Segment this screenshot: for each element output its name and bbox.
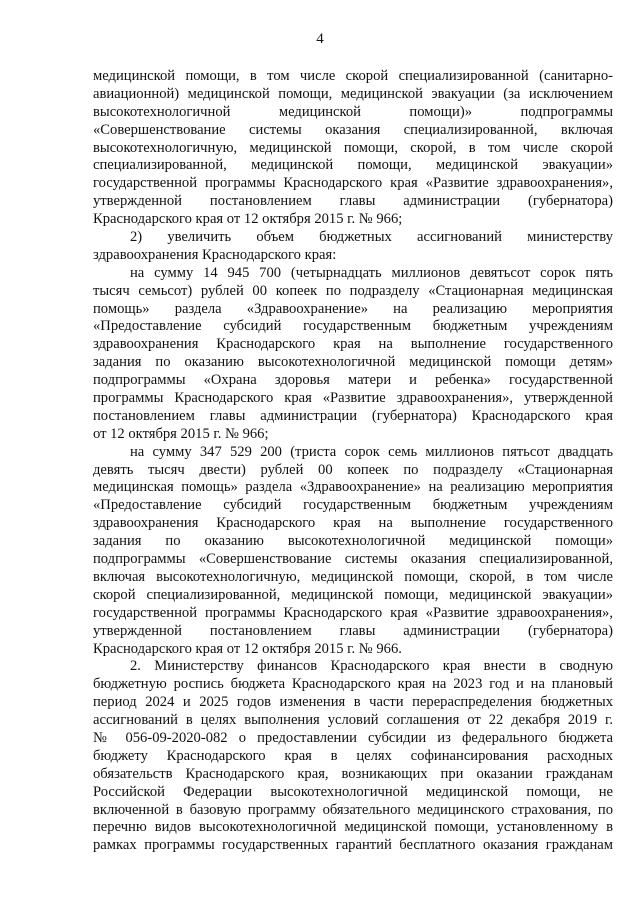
text-line: бюджетную роспись бюджета Краснодарского края на 2023 год и на плановый (93, 676, 613, 693)
text-line: здравоохранения Краснодарского края: (93, 246, 337, 263)
text-line: «Предоставление субсидий государственным бюджетным учреждениям (93, 318, 613, 335)
text-line: тысяч семьсот) рублей 00 копеек по подразделу «Стационарная медицинская (93, 282, 613, 299)
text-line: здравоохранения Краснодарского края на выполнение государственного (93, 515, 613, 532)
text-line: Краснодарского края от 12 октября 2015 г. № 966. (93, 640, 402, 657)
text-line: ассигнований в целях выполнения условий соглашения от 22 декабря 2019 г. (93, 712, 613, 729)
text-line: включенной в базовую программу обязательного медицинского страхования, по (93, 801, 613, 818)
page-number: 4 (316, 31, 324, 47)
text-line: рамках программы государственных гарантий бесплатного оказания гражданам (93, 837, 613, 854)
text-line: период 2024 и 2025 годов изменения в части перераспределения бюджетных (93, 694, 613, 711)
text-line: включая высокотехнологичную, медицинской помощи, скорой, в том числе (93, 568, 613, 585)
text-line: помощь» раздела «Здравоохранение» на реализацию мероприятия (93, 300, 613, 317)
text-line: обязательств Краснодарского края, возникающих при оказании гражданам (93, 765, 613, 782)
text-line: высокотехнологичную, медицинской помощи, скорой, в том числе скорой (93, 139, 613, 156)
text-line: утвержденной постановлением главы администрации (губернатора) (93, 622, 613, 639)
text-line: программы Краснодарского края «Развитие здравоохранения», утвержденной (93, 390, 613, 407)
text-line: «Предоставление субсидий государственным бюджетным учреждениям (93, 497, 613, 514)
text-line: подпрограммы «Охрана здоровья матери и ребенка» государственной (93, 372, 613, 389)
text-line: от 12 октября 2015 г. № 966; (93, 425, 269, 442)
text-line: № 056-09-2020-082 о предоставлении субсидии из федерального бюджета (93, 729, 613, 746)
text-line: на сумму 347 529 200 (триста сорок семь миллионов пятьсот двадцать (130, 443, 613, 460)
text-line: 2) увеличить объем бюджетных ассигнований министерству (130, 229, 613, 246)
text-line: постановлением главы администрации (губернатора) Краснодарского края (93, 407, 613, 424)
text-line: «Совершенствование системы оказания специализированной, включая (93, 121, 613, 138)
text-line: медицинская помощь» раздела «Здравоохранение» на реализацию мероприятия (93, 479, 613, 496)
text-line: Краснодарского края от 12 октября 2015 г. № 966; (93, 211, 403, 228)
body-text (93, 68, 613, 855)
text-line: Российской Федерации высокотехнологичной медицинской помощи, не (93, 783, 613, 800)
text-line: задания по оказанию высокотехнологичной медицинской помощи детям» (93, 354, 613, 371)
text-line: подпрограммы «Совершенствование системы оказания специализированной, (93, 551, 613, 568)
text-line: 2. Министерству финансов Краснодарского края внести в сводную (130, 658, 613, 675)
text-line: задания по оказанию высокотехнологичной медицинской помощи» (93, 533, 613, 550)
text-line: бюджету Краснодарского края в целях софинансирования расходных (93, 747, 613, 764)
text-line: специализированной, медицинской помощи, медицинской эвакуации» (93, 157, 613, 174)
text-line: медицинской помощи, в том числе скорой специализированной (санитарно- (93, 68, 613, 84)
text-line: авиационной) медицинской помощи, медицинской эвакуации (за исключением (93, 85, 613, 102)
text-line: на сумму 14 945 700 (четырнадцать миллионов девятьсот сорок пять (130, 264, 613, 281)
text-line: скорой специализированной, медицинской помощи, медицинской эвакуации» (93, 586, 613, 603)
text-line: государственной программы Краснодарского края «Развитие здравоохранения», (93, 604, 613, 621)
text-line: перечню видов высокотехнологичной медицинской помощи, установленному в (93, 819, 613, 836)
text-line: здравоохранения Краснодарского края на выполнение государственного (93, 336, 613, 353)
text-line: государственной программы Краснодарского края «Развитие здравоохранения», (93, 175, 613, 192)
text-line: девять тысяч двести) рублей 00 копеек по подразделу «Стационарная (93, 461, 613, 478)
text-line: утвержденной постановлением главы администрации (губернатора) (93, 193, 613, 210)
text-line: высокотехнологичной медицинской помощи)» подпрограммы (93, 103, 613, 120)
